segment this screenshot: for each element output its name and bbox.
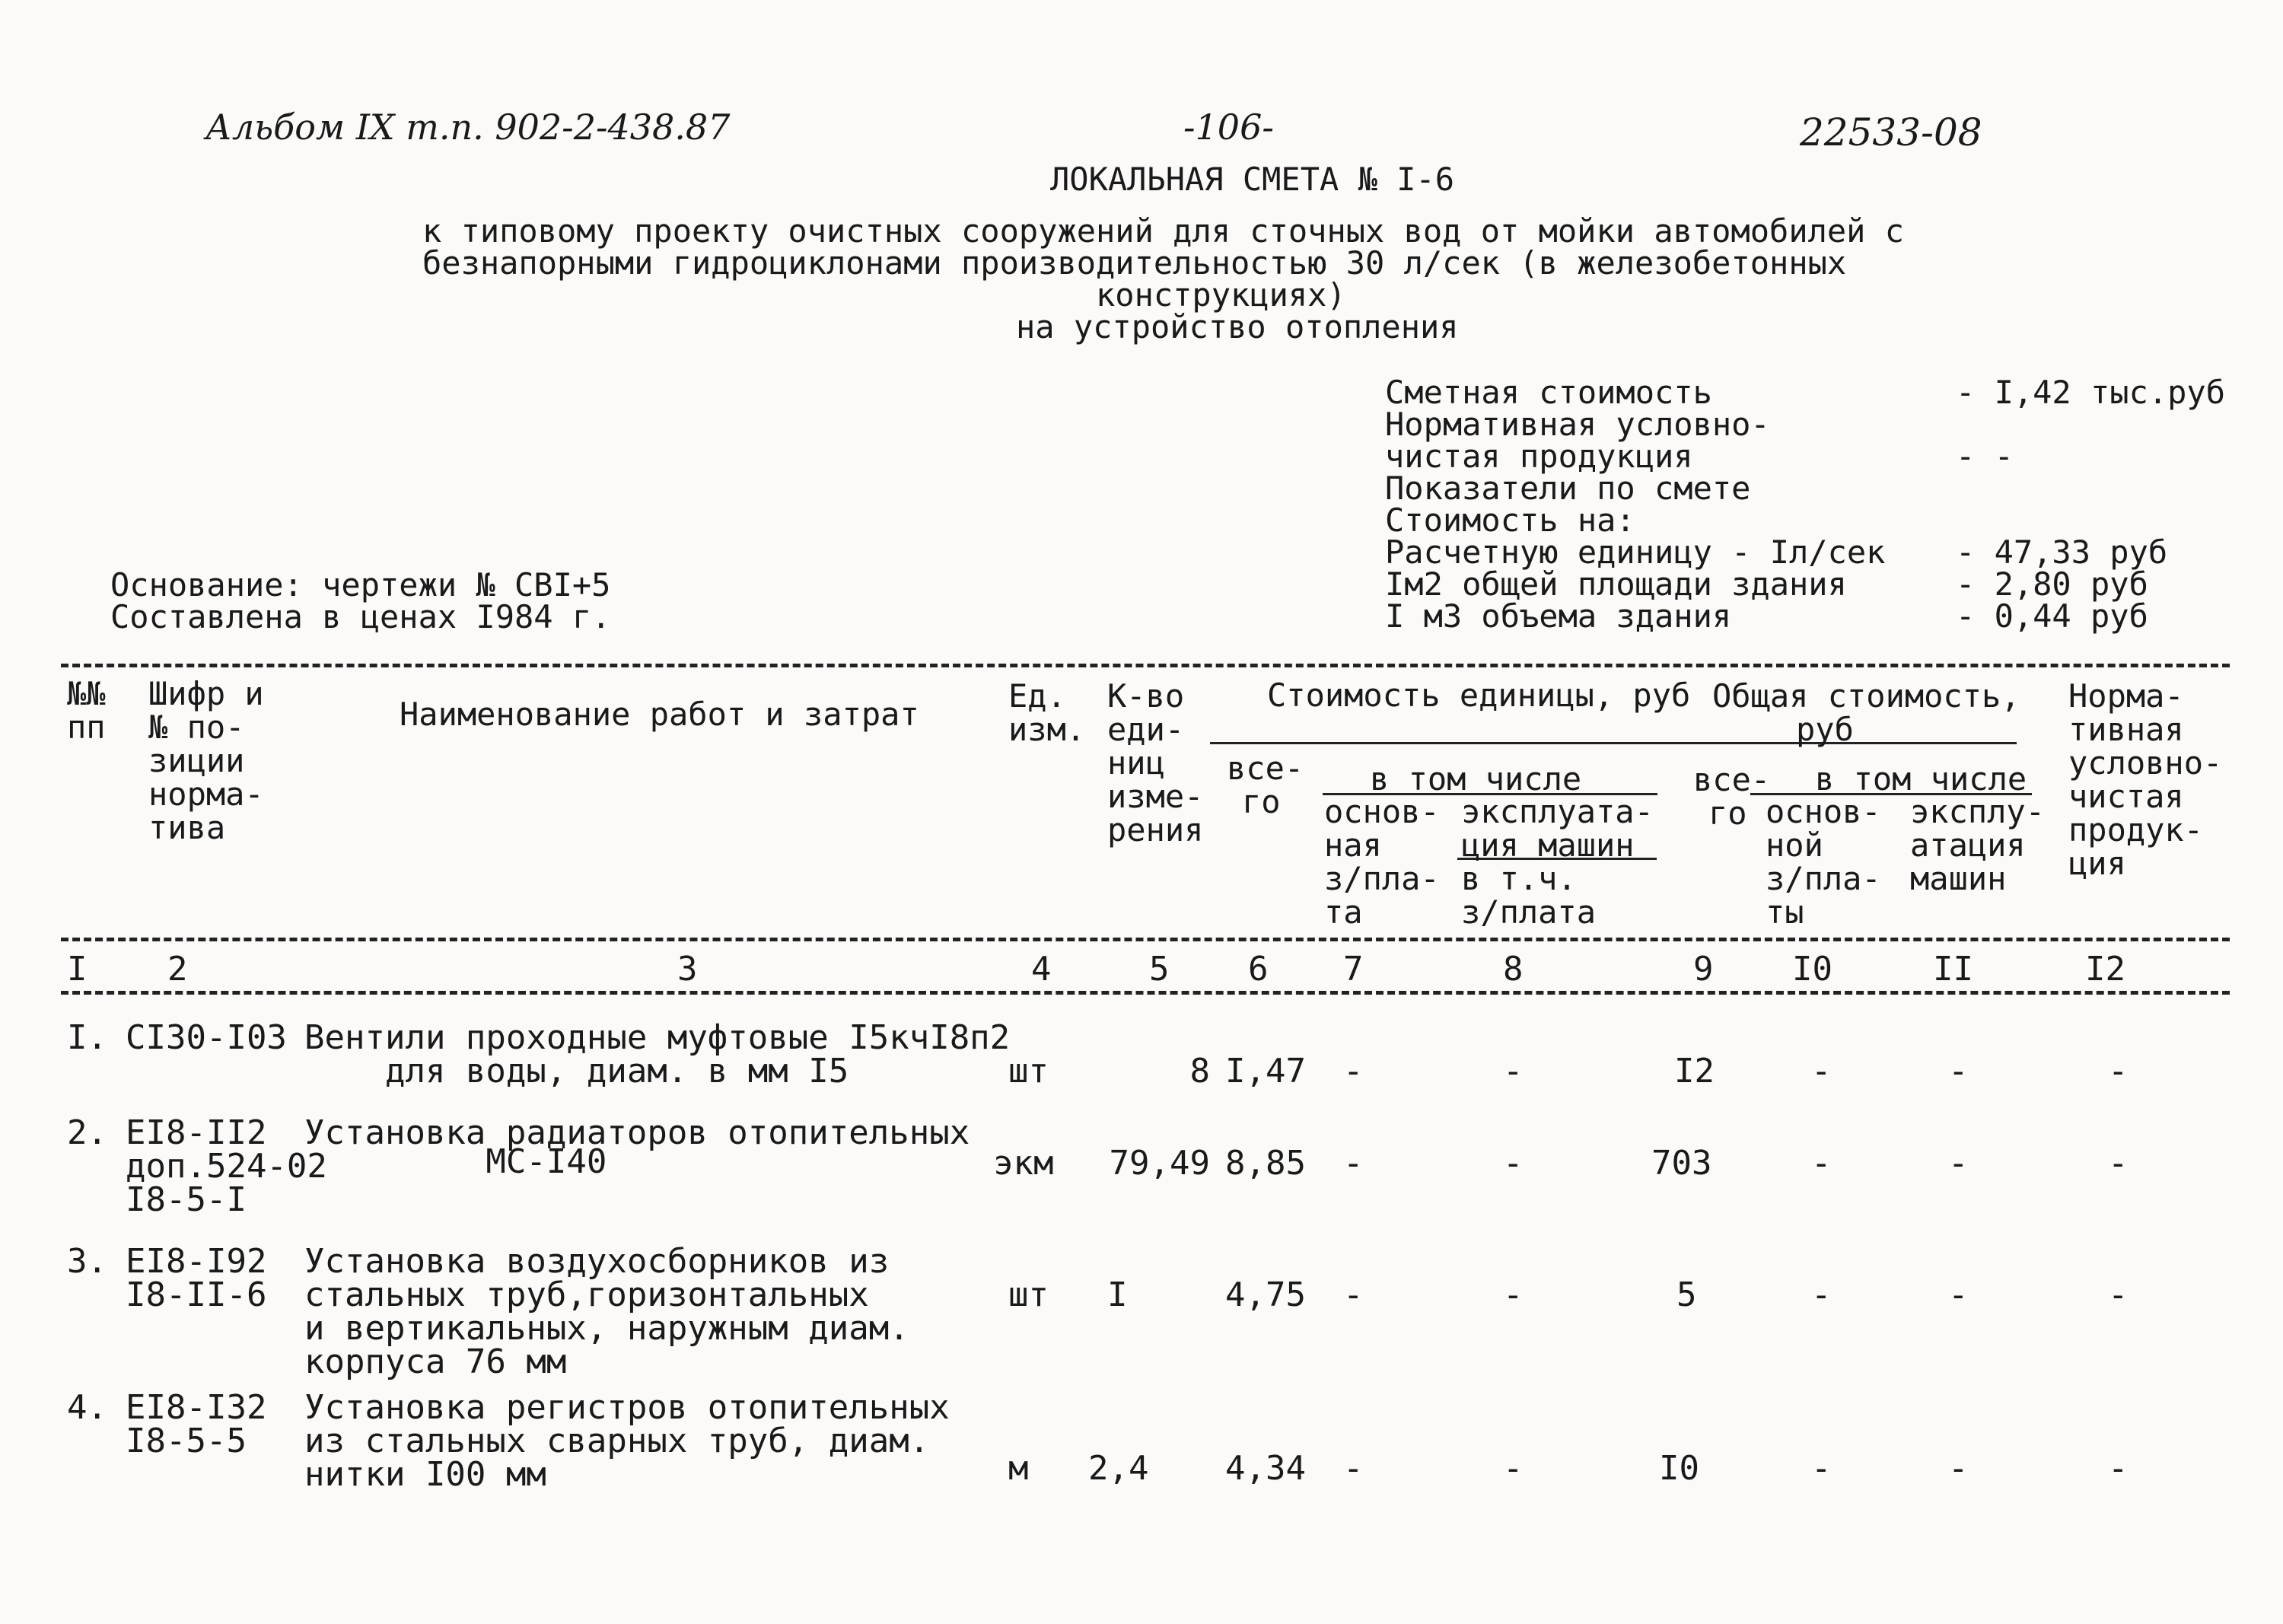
col5-header: К-во еди- ниц изме- рения bbox=[1107, 677, 1204, 849]
row-code: ЕI8-I32 bbox=[126, 1388, 267, 1427]
row-name: Установка радиаторов отопительных bbox=[304, 1113, 970, 1152]
column-number: I bbox=[67, 950, 88, 989]
col11-header: эксплу- атация машин bbox=[1910, 793, 2046, 897]
row-col8: - bbox=[1503, 1449, 1524, 1488]
col1-header: №№ пп bbox=[67, 675, 106, 746]
row-col12: - bbox=[2108, 1275, 2129, 1314]
row-col11: - bbox=[1948, 1144, 1969, 1183]
basis-drawings: Основание: чертежи № СВI+5 bbox=[110, 566, 611, 603]
row-number: 4. bbox=[67, 1388, 107, 1427]
summary-label: Iм2 общей площади здания bbox=[1385, 565, 1847, 603]
summary-label: Расчетную единицу - Iл/сек bbox=[1385, 533, 1886, 571]
summary-value: - - bbox=[1956, 438, 2014, 475]
column-number: I0 bbox=[1792, 950, 1832, 989]
row-total: I2 bbox=[1674, 1052, 1715, 1091]
row-col11: - bbox=[1948, 1275, 1969, 1314]
total-cost-subheader: в том числе bbox=[1815, 760, 2027, 798]
col12-header: Норма- тивная условно- чистая продук- ция bbox=[2068, 677, 2223, 882]
summary-label: Сметная стоимость bbox=[1385, 374, 1712, 411]
basis-prices: Составлена в ценах I984 г. bbox=[110, 598, 611, 635]
row-unit-cost: 4,34 bbox=[1225, 1449, 1306, 1488]
row-unit: экм bbox=[993, 1144, 1054, 1183]
row-total: 703 bbox=[1651, 1144, 1712, 1183]
title-line-2: к типовому проекту очистных сооружений для сточных вод от мойки автомобилей с bbox=[422, 212, 1905, 250]
col2-header: Шифр и № по- зиции норма- тива bbox=[148, 675, 264, 846]
summary-label: I м3 объема здания bbox=[1385, 597, 1732, 635]
row-name: для воды, диам. в мм I5 bbox=[304, 1052, 849, 1091]
album-reference: Альбом IX т.п. 902-2-438.87 bbox=[205, 107, 731, 148]
numbers-bottom-rule bbox=[61, 991, 2230, 995]
row-quantity: 2,4 bbox=[1088, 1449, 1149, 1488]
row-name: корпуса 76 мм bbox=[304, 1342, 567, 1381]
row-quantity: 79,49 bbox=[1109, 1144, 1210, 1183]
unit-cost-header: Стоимость единицы, руб bbox=[1267, 677, 1691, 714]
row-number: 3. bbox=[67, 1242, 107, 1281]
row-number: I. bbox=[67, 1018, 107, 1057]
row-code: доп.524-02 bbox=[126, 1147, 327, 1186]
column-number: 9 bbox=[1693, 950, 1714, 989]
title-line-4: конструкциях) bbox=[1096, 276, 1346, 314]
row-col8: - bbox=[1503, 1052, 1524, 1091]
row-name: стальных труб,горизонтальных bbox=[304, 1275, 869, 1314]
row-code: ЕI8-II2 bbox=[126, 1113, 267, 1152]
column-number: I2 bbox=[2085, 950, 2125, 989]
row-code: ЕI8-I92 bbox=[126, 1242, 267, 1281]
row-code: I8-5-I bbox=[126, 1180, 247, 1219]
page-number: -106- bbox=[1183, 107, 1274, 148]
row-name: Установка регистров отопительных bbox=[304, 1388, 950, 1427]
row-code: I8-II-6 bbox=[126, 1275, 267, 1314]
row-name: Установка воздухосборников из bbox=[304, 1242, 890, 1281]
summary-label: Нормативная условно- bbox=[1385, 406, 1770, 443]
row-unit-cost: I,47 bbox=[1225, 1052, 1306, 1091]
column-number: 3 bbox=[677, 950, 698, 989]
row-unit-cost: 4,75 bbox=[1225, 1275, 1306, 1314]
title-line-5: на устройство отопления bbox=[1016, 308, 1459, 345]
row-col12: - bbox=[2108, 1052, 2129, 1091]
column-number: 4 bbox=[1031, 950, 1052, 989]
row-name: из стальных сварных труб, диам. bbox=[304, 1422, 930, 1460]
row-quantity: 8 bbox=[1189, 1052, 1210, 1091]
row-col12: - bbox=[2108, 1449, 2129, 1488]
row-col12: - bbox=[2108, 1144, 2129, 1183]
table-top-rule bbox=[61, 664, 2230, 667]
col8-header: эксплуата- ция машин в т.ч. з/плата bbox=[1461, 793, 1654, 931]
row-total: 5 bbox=[1676, 1275, 1697, 1314]
row-name: Вентили проходные муфтовые I5кчI8п2 bbox=[304, 1018, 1011, 1057]
summary-label: Стоимость на: bbox=[1385, 502, 1635, 539]
row-col7: - bbox=[1343, 1275, 1364, 1314]
row-total: I0 bbox=[1659, 1449, 1699, 1488]
col9-header: все- го bbox=[1693, 761, 1771, 832]
col7-header: основ- ная з/пла- та bbox=[1324, 793, 1440, 931]
estimate-title: ЛОКАЛЬНАЯ СМЕТА № I-6 bbox=[1050, 161, 1455, 198]
row-col10: - bbox=[1811, 1275, 1832, 1314]
row-col8: - bbox=[1503, 1275, 1524, 1314]
summary-value: - I,42 тыс.руб bbox=[1956, 374, 2226, 411]
column-number: 7 bbox=[1343, 950, 1364, 989]
summary-value: - 0,44 руб bbox=[1956, 597, 2148, 635]
column-number: 2 bbox=[167, 950, 188, 989]
row-unit-cost: 8,85 bbox=[1225, 1144, 1306, 1183]
row-col8: - bbox=[1503, 1144, 1524, 1183]
col4-header: Ед. изм. bbox=[1008, 677, 1086, 748]
row-name: нитки I00 мм bbox=[304, 1455, 546, 1494]
row-name: и вертикальных, наружным диам. bbox=[304, 1309, 909, 1348]
column-number: II bbox=[1933, 950, 1973, 989]
column-number: 6 bbox=[1248, 950, 1269, 989]
col10-header: основ- ной з/пла- ты bbox=[1766, 793, 1881, 931]
header-bottom-rule bbox=[61, 938, 2230, 941]
document-code: 22533-08 bbox=[1800, 110, 1982, 154]
unit-cost-subheader: в том числе bbox=[1370, 760, 1582, 798]
column-number: 5 bbox=[1149, 950, 1170, 989]
summary-value: - 2,80 руб bbox=[1956, 565, 2148, 603]
total-cost-header: Общая стоимость, руб bbox=[1712, 677, 2020, 748]
row-col10: - bbox=[1811, 1052, 1832, 1091]
summary-label: Показатели по смете bbox=[1385, 470, 1751, 507]
col6-header: все- го bbox=[1227, 750, 1304, 820]
column-number: 8 bbox=[1503, 950, 1524, 989]
row-col10: - bbox=[1811, 1449, 1832, 1488]
row-quantity: I bbox=[1107, 1275, 1128, 1314]
row-col10: - bbox=[1811, 1144, 1832, 1183]
row-col11: - bbox=[1948, 1449, 1969, 1488]
summary-value: - 47,33 руб bbox=[1956, 533, 2168, 571]
row-col7: - bbox=[1343, 1052, 1364, 1091]
row-col7: - bbox=[1343, 1144, 1364, 1183]
row-code: СI30-I03 bbox=[126, 1018, 287, 1057]
col3-header: Наименование работ и затрат bbox=[400, 696, 919, 733]
summary-label: чистая продукция bbox=[1385, 438, 1693, 475]
row-col7: - bbox=[1343, 1449, 1364, 1488]
row-code: I8-5-5 bbox=[126, 1422, 247, 1460]
row-number: 2. bbox=[67, 1113, 107, 1152]
row-unit: шт bbox=[1008, 1275, 1049, 1314]
row-unit: шт bbox=[1008, 1052, 1049, 1091]
row-name: МС-I40 bbox=[304, 1142, 607, 1181]
title-line-3: безнапорными гидроциклонами производительностью 30 л/сек (в железобетонных bbox=[422, 244, 1847, 282]
row-unit: м bbox=[1008, 1449, 1029, 1488]
row-col11: - bbox=[1948, 1052, 1969, 1091]
